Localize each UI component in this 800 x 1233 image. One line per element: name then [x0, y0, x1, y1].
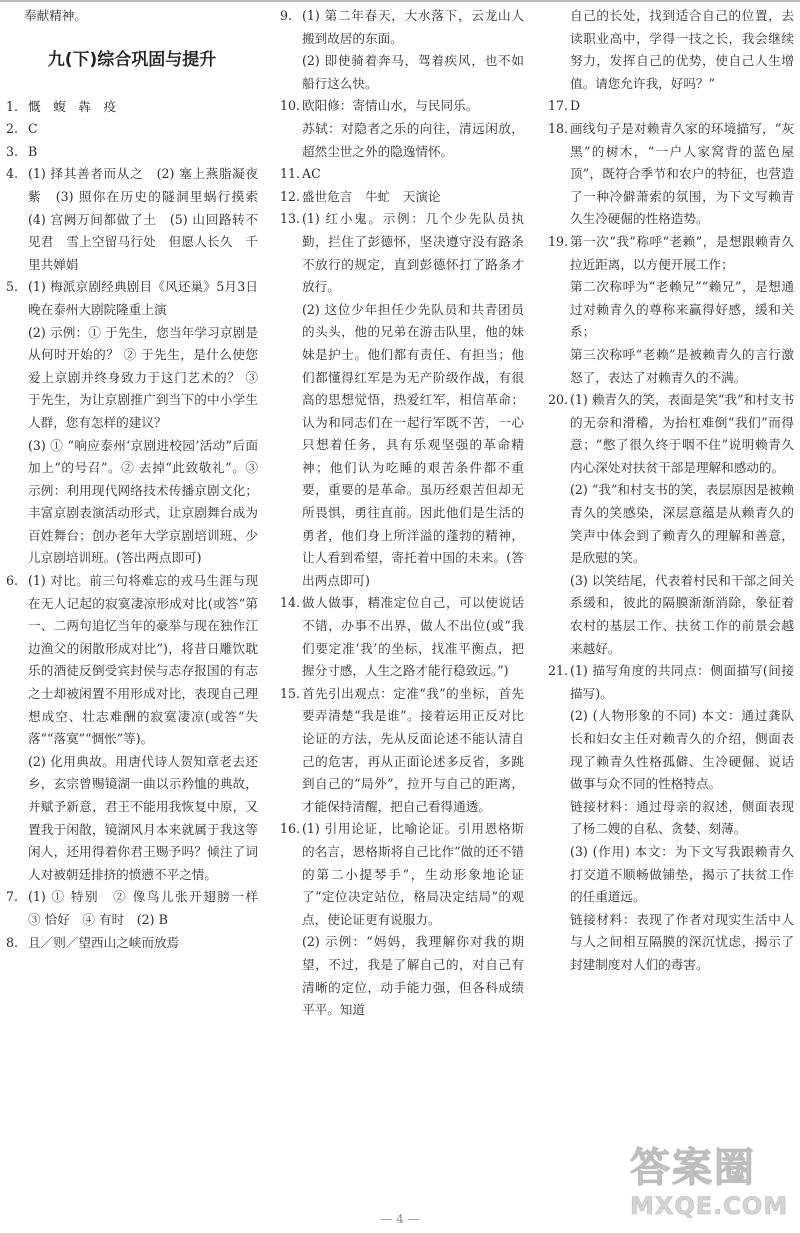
answer-list-right [548, 95, 794, 976]
answer-item [280, 95, 524, 163]
answer-body [28, 570, 258, 886]
answer-body [302, 95, 524, 163]
answer-text: (2) 即使骑着奔马，驾着疾风，也不如船行这么快。 [302, 53, 524, 91]
answer-item [6, 141, 258, 164]
answer-number: 12. [280, 188, 301, 204]
answer-text: (3) (作用) 本文：为下文写我跟赖青久打交道不顺畅做铺垫，揭示了扶贫工作的任重道远。 [570, 843, 794, 905]
answer-text: 自己的长处，找到适合自己的位置，去读职业高中，学得一技之长，我会继续努力，发挥自己的优势，使自己人生增值。请您允许我，好吗？” [570, 8, 794, 91]
answer-text: 链接材料：表现了作者对现实生活中人与人之间相互隔膜的深沉忧虑，揭示了封建制度对人们的毒害。 [570, 911, 794, 972]
answer-item [280, 5, 524, 95]
continued-answer [548, 5, 794, 95]
answer-text: 链接材料：通过母亲的叙述，侧面表现了杨二嫂的自私、贪婪、刻薄。 [570, 798, 794, 837]
answer-text: D [570, 98, 581, 114]
answer-text: (2) 化用典故。用唐代诗人贺知章老去还乡，玄宗曾赐镜湖一曲以示矜恤的典故，并赋予新意，君王不能用我恢复中原，又置我于闲散，镜湖风月本来就属于我这等闲人，还用得着你君王赐予吗？倾注了词人对被朝廷排挤的愤懑不平之情。 [28, 753, 258, 882]
answer-item [6, 570, 258, 886]
answer-body [570, 389, 794, 660]
answer-text: (2) 示例：“妈妈，我理解你对我的期望，不过，我是了解自己的，对自己有清晰的定位，动手能力强，但各科成绩平平。知道 [302, 934, 524, 1018]
answer-body [570, 660, 794, 976]
lead-text: 奉献精神。 [24, 8, 87, 23]
answer-text: (1) 对比。前三句将难忘的戎马生涯与现在无人记起的寂寞凄凉形成对比(或答“第一、二两句追忆当年的豪举与现在独作江边渔父的闲散形成对比”)，将昔日雕饮耽乐的酒徒反倒受宾封侯与志存报国的有志之士却被闲置不用形成对比，表现自己理想成空、壮志难酬的寂寞凄凉(或答“失落”“落寞”“惆怅”等)。 [28, 573, 258, 747]
answer-text: (1) 梅派京剧经典剧目《风还巢》5月3日晚在泰州大剧院隆重上演 [28, 279, 258, 317]
answer-text: 欧阳修：寄情山水，与民同乐。 [302, 98, 479, 114]
answer-body [302, 5, 524, 95]
answer-list-left [6, 96, 271, 955]
answer-body [302, 683, 524, 819]
answer-text: 苏轼：对隐者之乐的向往，清远闲放，超然尘世之外的隐逸情怀。 [302, 120, 524, 159]
watermark-cn: 答案圈 [630, 1145, 756, 1191]
answer-number: 7. [6, 889, 19, 905]
answer-text: (2) (人物形象的不同) 本文：通过龚队长和妇女主任对赖青久的介绍，侧面表现了赖青久性格孤僻、生冷硬倔、说话做事与众不同的性格特点。 [570, 708, 794, 792]
answer-body [28, 96, 258, 119]
answer-number: 20. [548, 392, 569, 408]
answer-body [28, 118, 258, 141]
answer-item [6, 276, 258, 570]
answer-item [280, 186, 524, 209]
answer-body [28, 276, 258, 570]
answer-number: 9. [280, 8, 293, 23]
answer-item [6, 96, 258, 119]
answer-item [280, 592, 524, 682]
answer-text: (1) 赖青久的笑，表面是笑“我”和村支书的无奈和滑稽，为抬杠难倒“我们”而得意；“憋了很久终于咽不住”说明赖青久内心深处对扶贫干部是理解和感动的。 [570, 392, 794, 475]
answer-item [280, 683, 524, 819]
answer-number: 10. [280, 98, 301, 114]
answer-text: 第二次称呼为“老赖兄”“赖兄”，是想通过对赖青久的尊称来赢得好感，缓和关系； [570, 279, 794, 340]
answer-item [6, 886, 271, 931]
answer-item [548, 660, 794, 976]
answer-text: (3) ① “响应泰州‘京剧进校园’活动”后面加上“的号召”。② 去掉“此致敬礼”。③ 示例：利用现代网络技术传播京剧文化；丰富京剧表演活动形式，让京剧舞台成为百姓舞台；创办老年大学京剧培训班、少儿京剧培训班。(答出两点即可) [28, 437, 258, 566]
answer-item [548, 231, 794, 389]
answer-body [570, 118, 794, 231]
answer-number: 17. [548, 98, 569, 114]
answer-body [570, 231, 794, 389]
answer-text: B [28, 143, 38, 159]
answer-number: 4. [6, 166, 19, 182]
answer-text: 慨 蝮 犇 疫 [28, 98, 117, 114]
answer-number: 8. [6, 934, 19, 950]
answer-item [280, 163, 524, 186]
answer-text: (1) ① 特别 ② 像鸟儿张开翅膀一样 ③ 恰好 ④ 有时 (2) B [28, 889, 271, 927]
answer-body [28, 886, 271, 931]
answer-body [302, 163, 524, 186]
answer-body [28, 163, 271, 276]
answer-item [6, 163, 271, 276]
section-title: 九(下)综合巩固与提升 [47, 49, 217, 70]
watermark-en: MXQE.COM [630, 1192, 789, 1220]
answer-text: (1) 描写角度的共同点：侧面描写(间接描写)。 [570, 663, 794, 701]
answer-text: (2) 这位少年担任少先队员和共青团员的头头，他的兄弟在游击队里，他的妹妹是护士。他们都有责任、有担当；他们都懂得红军是为无产阶级作战，有很高的思想觉悟，热爱红军，相信革命；认为和同志们在一起行军既不苦，一心只想着任务，具有乐观坚强的革命精神；他们认为吃睡的艰苦条件都不重要，重要的是革命。虽历经艰苦但却无所畏惧，勇往直前。因此他们是生活的勇者，他们身上所洋溢的蓬勃的精神，让人看到希望，寄托着中国的未来。(答出两点即可) [302, 301, 524, 588]
page-number: — 4 — [380, 1212, 420, 1226]
answer-number: 2. [6, 121, 19, 137]
answer-number: 11. [280, 166, 301, 182]
answer-text: (1) 引用论证，比喻论证。引用恩格斯的名言，恩格斯将自己比作“做的还不错的第二小提琴手”，生动形象地论证了“定位决定站位，格局决定结局”的观点，使论证更有说服力。 [302, 821, 524, 927]
answer-text: 第一次“我”称呼“老赖”，是想跟赖青久拉近距离，以方便开展工作； [570, 233, 794, 272]
answer-text: 做人做事，精准定位自己，可以使说话不错，办事不出界，做人不出位(或“我们要定准‘我’的坐标，找准平衡点，把握分寸感，人生之路才能行稳致远。”) [302, 595, 524, 679]
answer-item [280, 208, 524, 592]
answer-body [570, 95, 794, 118]
column-left [6, 5, 271, 954]
answer-text: (1) 第二年春天，大水落下，云龙山人搬到故居的东面。 [302, 8, 524, 46]
answer-text: (1) 红小鬼。示例：几个少先队员执勤，拦住了彭德怀，坚决遵守没有路条不放行的规定，直到彭德怀打了路条才放行。 [302, 211, 524, 295]
answer-text: (1) 择其善者而从之 (2) 塞上燕脂凝夜紫 (3) 照你在历史的隧洞里蜗行摸索 (4) 宫阙万间都做了土 (5) 山回路转不见君 雪上空留马行处 但愿人长久 千里共婵娟 [28, 166, 271, 272]
answer-number: 5. [6, 279, 19, 295]
answer-number: 15. [280, 685, 301, 701]
answer-item [548, 118, 794, 231]
answer-item [548, 95, 794, 118]
answer-number: 13. [280, 211, 301, 227]
answer-body [28, 932, 258, 955]
answer-text: (3) 以笑结尾，代表着村民和干部之间关系缓和，彼此的隔膜渐渐消除，象征着农村的基层工作、扶贫工作的前景会越来越好。 [570, 572, 794, 656]
answer-number: 19. [548, 233, 569, 249]
answer-list-middle [280, 5, 524, 1022]
answer-item [6, 932, 258, 955]
answer-text: AC [302, 166, 321, 182]
answer-body [302, 186, 524, 209]
answer-number: 16. [280, 821, 301, 837]
answer-text: 第三次称呼“老赖”是被赖青久的言行激怒了，表达了对赖青久的不满。 [570, 346, 794, 385]
answer-number: 6. [6, 573, 19, 589]
answer-item [6, 118, 258, 141]
answer-text: C [28, 121, 38, 137]
answer-number: 1. [6, 98, 19, 114]
answer-number: 18. [548, 120, 569, 136]
answer-body [28, 141, 258, 164]
answer-item [280, 818, 524, 1021]
answer-text: 且／则／望西山之峡而放焉 [28, 934, 180, 950]
answer-number: 3. [6, 143, 19, 159]
top-rule [0, 0, 800, 2]
watermark-logo [630, 1145, 795, 1229]
answer-text: 首先引出观点：定准“我”的坐标，首先要弄清楚“我是谁”。接着运用正反对比论证的方法，先从反面论述不能认清自己的危害，再从正面论述多反省，多跳到自己的“局外”，拉开与自己的距离，才能保持清醒，把自己看得通透。 [302, 685, 524, 814]
answer-number: 14. [280, 595, 301, 611]
column-right [548, 5, 794, 977]
answer-item [548, 389, 794, 660]
answer-body [302, 592, 524, 682]
answer-text: 画线句子是对赖青久家的环境描写，“灰黑”的树木，“一户人家窝背的蓝色屋顶”，既符合季节和农户的特征，也营造了一种冷僻萧索的氛围，为下文写赖青久生冷硬倔的性格造势。 [570, 120, 794, 227]
answer-body [302, 818, 524, 1021]
answer-text: (2) “我”和村支书的笑，表层原因是被赖青久的笑感染，深层意蕴是从赖青久的笑声中体会到了赖青久的理解和善意，是欣慰的笑。 [570, 482, 794, 566]
answer-text: (2) 示例：① 于先生，您当年学习京剧是从何时开始的？ ② 于先生，是什么使您爱上京剧并终身致力于这门艺术的？ ③ 于先生，为让京剧推广到当下的中小学生人群，您有怎样的建议？ [28, 324, 258, 430]
column-middle [280, 5, 524, 1022]
answer-body [302, 208, 524, 592]
answer-text: 盛世危言 牛虻 天演论 [302, 188, 441, 204]
answer-number: 21. [548, 663, 569, 679]
